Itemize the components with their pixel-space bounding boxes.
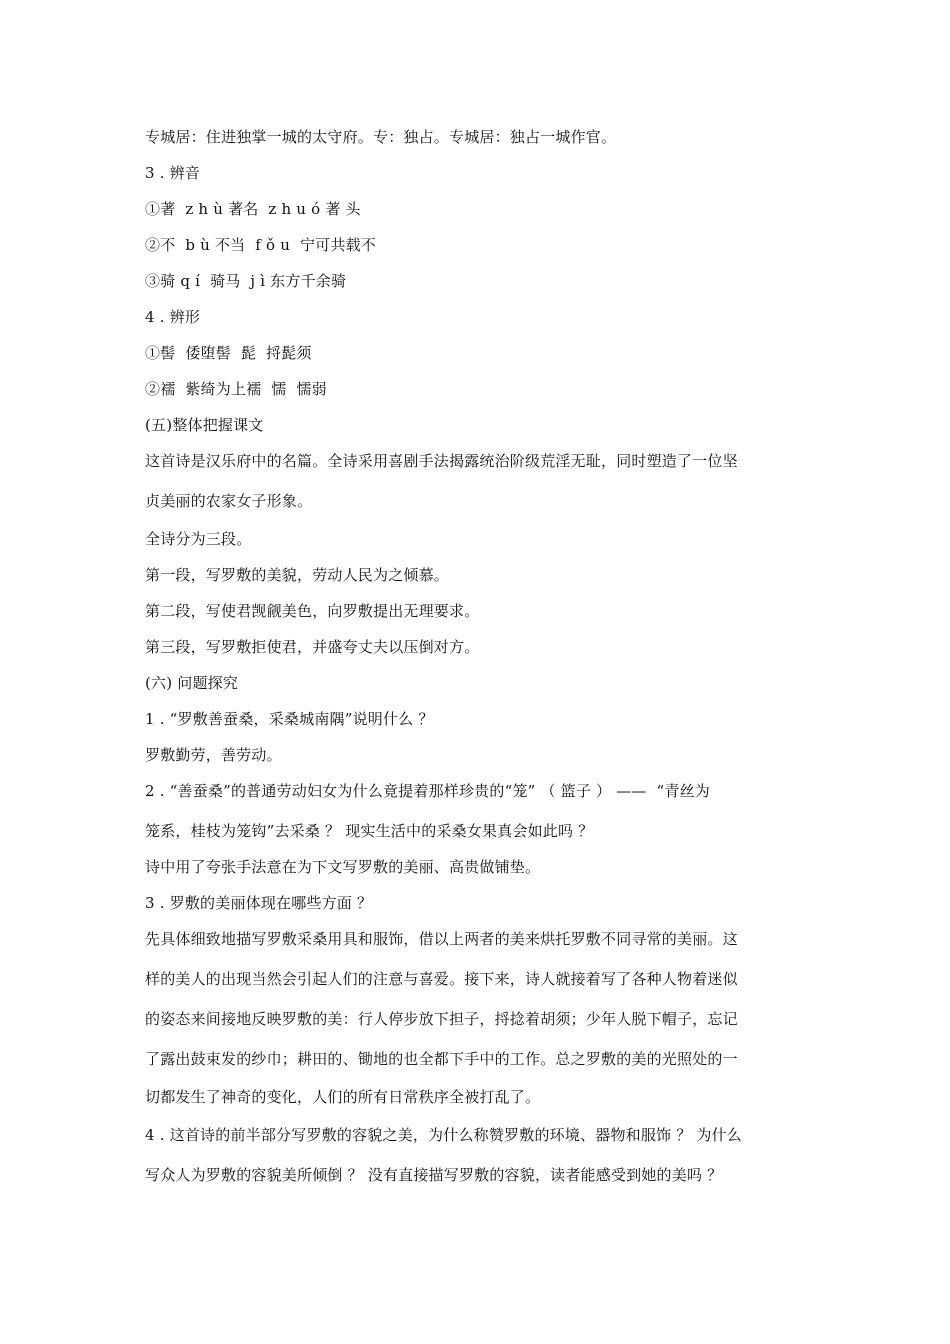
answer-line: 诗中用了夸张手法意在为下文写罗敷的美丽、高贵做铺垫。 [145,858,541,876]
text-line: ②襦 紫绮为上襦 懦 懦弱 [145,380,327,398]
text-line: ③骑 q í 骑马 j ì 东方千余骑 [145,272,347,290]
text-line: 这首诗是汉乐府中的名篇。全诗采用喜剧手法揭露统治阶级荒淫无耻，同时塑造了一位坚 [145,452,738,470]
answer-line: 切都发生了神奇的变化，人们的所有日常秩序全被打乱了。 [145,1088,541,1106]
text-line: 第三段，写罗敷拒使君，并盛夸丈夫以压倒对方。 [145,638,480,656]
text-line: 贞美丽的农家女子形象。 [145,492,313,510]
answer-line: 了露出鼓束发的纱巾；耕田的、锄地的也全都下手中的工作。总之罗敷的美的光照处的一 [145,1050,738,1068]
question-line: 4 . 这首诗的前半部分写罗敷的容貌之美，为什么称赞罗敷的环境、器物和服饰 ？ 为什么 [145,1126,742,1144]
answer-line: 先具体细致地描写罗敷采桑用具和服饰，借以上两者的美来烘托罗敷不同寻常的美丽。这 [145,930,738,948]
section-heading: 3 . 辨音 [145,164,201,182]
question-line: 写众人为罗敷的容貌美所倾倒 ？ 没有直接描写罗敷的容貌，读者能感受到她的美吗 ？ [145,1166,723,1184]
question-line: 3 . 罗敷的美丽体现在哪些方面 ？ [145,894,373,912]
question-line: 2 . “善蚕桑”的普通劳动妇女为什么竟提着那样珍贵的“笼” （ 篮子 ） —— “青丝为 [145,782,711,800]
answer-line: 样的美人的出现当然会引起人们的注意与喜爱。接下来，诗人就接着写了各种人物着迷似 [145,970,738,988]
text-line: 第二段，写使君觊觎美色，向罗敷提出无理要求。 [145,602,480,620]
answer-line: 罗敷勤劳，善劳动。 [145,746,282,764]
text-line: 第一段，写罗敷的美貌，劳动人民为之倾慕。 [145,566,450,584]
section-heading: (五)整体把握课文 [145,416,264,434]
question-line: 1 . “罗敷善蚕桑，采桑城南隅”说明什么 ？ [145,710,434,728]
text-line: ①著 z h ù 著名 z h u ó 著 头 [145,200,361,218]
text-line: 专城居：住进独掌一城的太守府。专：独占。专城居：独占一城作官。 [145,128,617,146]
section-heading: (六) 问题探究 [145,674,239,692]
text-line: ②不 b ù 不当 f ǒ u 宁可共载不 [145,236,376,254]
answer-line: 的姿态来间接地反映罗敷的美：行人停步放下担子，捋捻着胡须；少年人脱下帽子，忘记 [145,1010,738,1028]
text-line: 全诗分为三段。 [145,530,252,548]
text-line: ①髻 倭堕髻 髭 捋髭须 [145,344,312,362]
question-line: 笼系，桂枝为笼钩”去采桑 ？ 现实生活中的采桑女果真会如此吗 ？ [145,822,594,840]
section-heading: 4 . 辨形 [145,308,201,326]
